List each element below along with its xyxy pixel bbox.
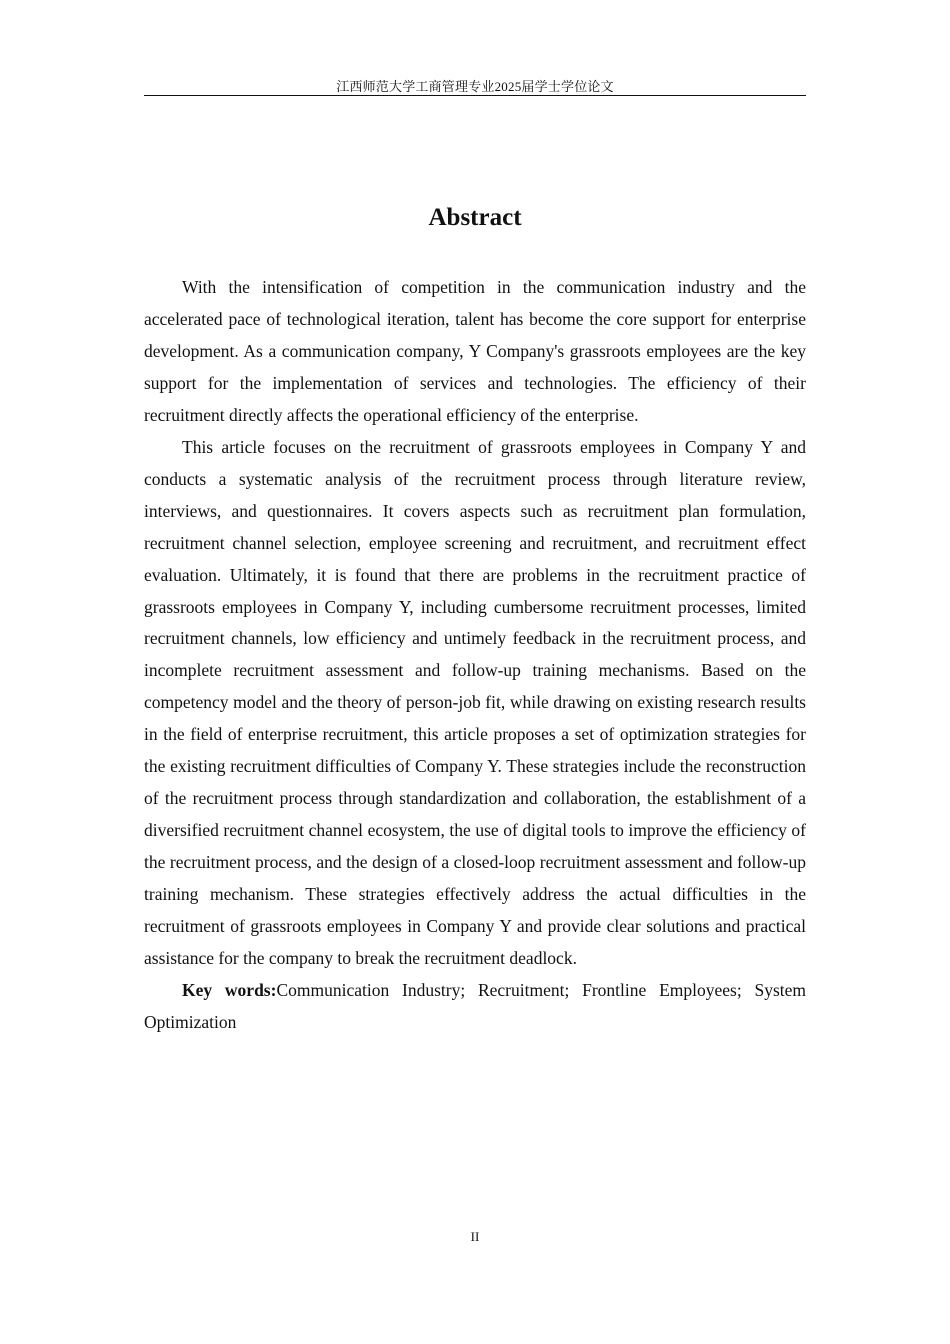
abstract-paragraph-2: This article focuses on the recruitment of grassroots employees in Company Y and conducts a systematic analysis of the recruitment process through literature review, interviews, and questionnaires. It covers aspects such as recruitment plan formulation, recruitment channel selection, employee screening and recruitment, and recruitment effect evaluation. Ultimately, it is found that there are problems in the recruitment practice of grassroots employees in Company Y, including cumbersome recruitment processes, limited recruitment channels, low efficiency and untimely feedback in the recruitment process, and incomplete recruitment assessment and follow-up training mechanisms. Based on the competency model and the theory of person-job fit, while drawing on existing research results in the field of enterprise recruitment, this article proposes a set of optimization strategies for the existing recruitment difficulties of Company Y. These strategies include the reconstruction of the recruitment process through standardization and collaboration, the establishment of a diversified recruitment channel ecosystem, the use of digital tools to improve the efficiency of the recruitment process, and the design of a closed-loop recruitment assessment and follow-up training mechanism. These strategies effectively address the actual difficulties in the recruitment of grassroots employees in Company Y and provide clear solutions and practical assistance for the company to break the recruitment deadlock. — [144, 436, 806, 969]
page-number: II — [470, 1229, 480, 1244]
keywords-label: Key words: — [182, 979, 277, 1000]
running-header: 江西师范大学工商管理专业2025届学士学位论文 — [336, 79, 614, 94]
keywords-line — [144, 975, 806, 1039]
abstract-body — [144, 272, 806, 1039]
abstract-paragraph-1: With the intensification of competition in the communication industry and the accelerated pace of technological iteration, talent has become the core support for enterprise development. As a communication company, Y Company's grassroots employees are the key support for the implementation of services and technologies. The efficiency of their recruitment directly affects the operational efficiency of the enterprise. — [144, 277, 806, 425]
abstract-title: Abstract — [428, 204, 522, 231]
keywords-text: Communication Industry; Recruitment; Frontline Employees; System Optimization — [144, 979, 807, 1032]
header-divider — [144, 95, 806, 96]
